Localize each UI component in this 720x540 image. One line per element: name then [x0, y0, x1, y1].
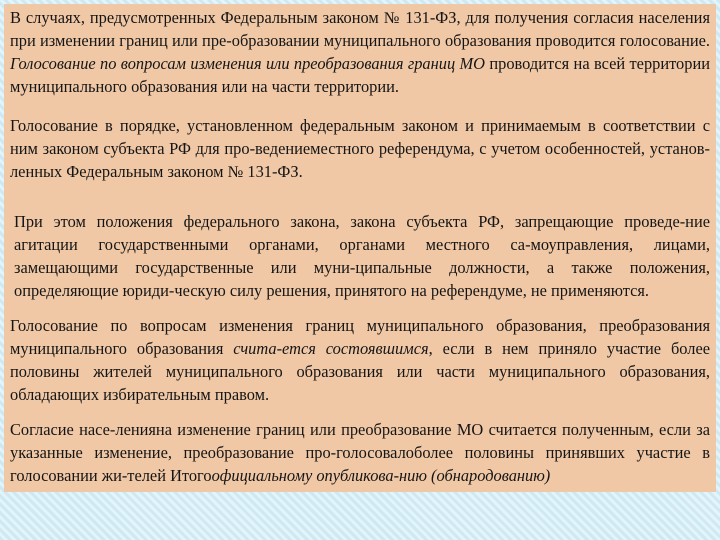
paragraph-4-italic: счита-ется состоявшимся	[233, 339, 429, 358]
paragraph-3	[10, 210, 710, 302]
paragraph-1-text-a: В случаях, предусмотренных Федеральным законом № 131-ФЗ, для получения согласия населения при изменении границ или пре-образовании муниципального образования проводится голосование.	[10, 8, 710, 50]
paragraph-1-italic: Голосование по вопросам изменения или преобразования границ МО	[10, 54, 486, 73]
paragraph-4-text-b: , если в нем приняло участие более половины жителей муниципального образования или части муниципального образования, обладающих избирательным правом.	[10, 339, 710, 404]
paragraph-5-italic: официальному опубликова-нию (обнародованию)	[211, 466, 551, 485]
paragraph-5	[10, 418, 710, 488]
paragraph-3-text: При этом положения федерального закона, закона субъекта РФ, запрещающие проведе-ние агитации государственными органами, органами местного са-моуправления, лицами, замещающими государственные или муни-ципальные должности, а также положения, определяющие юриди-ческую силу решения, принятого на референдуме, не применяются.	[14, 212, 710, 300]
paragraph-2-text: Голосование в порядке, установленном федеральным законом и принимаемым в соответствии с ним законом субъекта РФ для про-ведениеместного референдума, с учетом особенностей, установ-ленных Федеральным законом № 131-ФЗ.	[10, 116, 710, 181]
paragraph-4-text-a: Голосование по вопросам изменения границ муниципального образования, преобразования муниципального образования	[10, 316, 710, 358]
text-panel	[4, 4, 716, 492]
paragraph-4	[10, 314, 710, 408]
paragraph-1	[10, 6, 710, 98]
paragraph-1-text-b: проводится на всей территории муниципального образования или на части территории.	[10, 54, 710, 96]
paragraph-5-text: Согласие насе-ленияна изменение границ или преобразование МО считается полученным, если за указанные изменение, преобразование про-голосовалоболее половины принявших участие в голосовании жи-телей Итого	[10, 420, 710, 485]
paragraph-2	[10, 114, 710, 206]
